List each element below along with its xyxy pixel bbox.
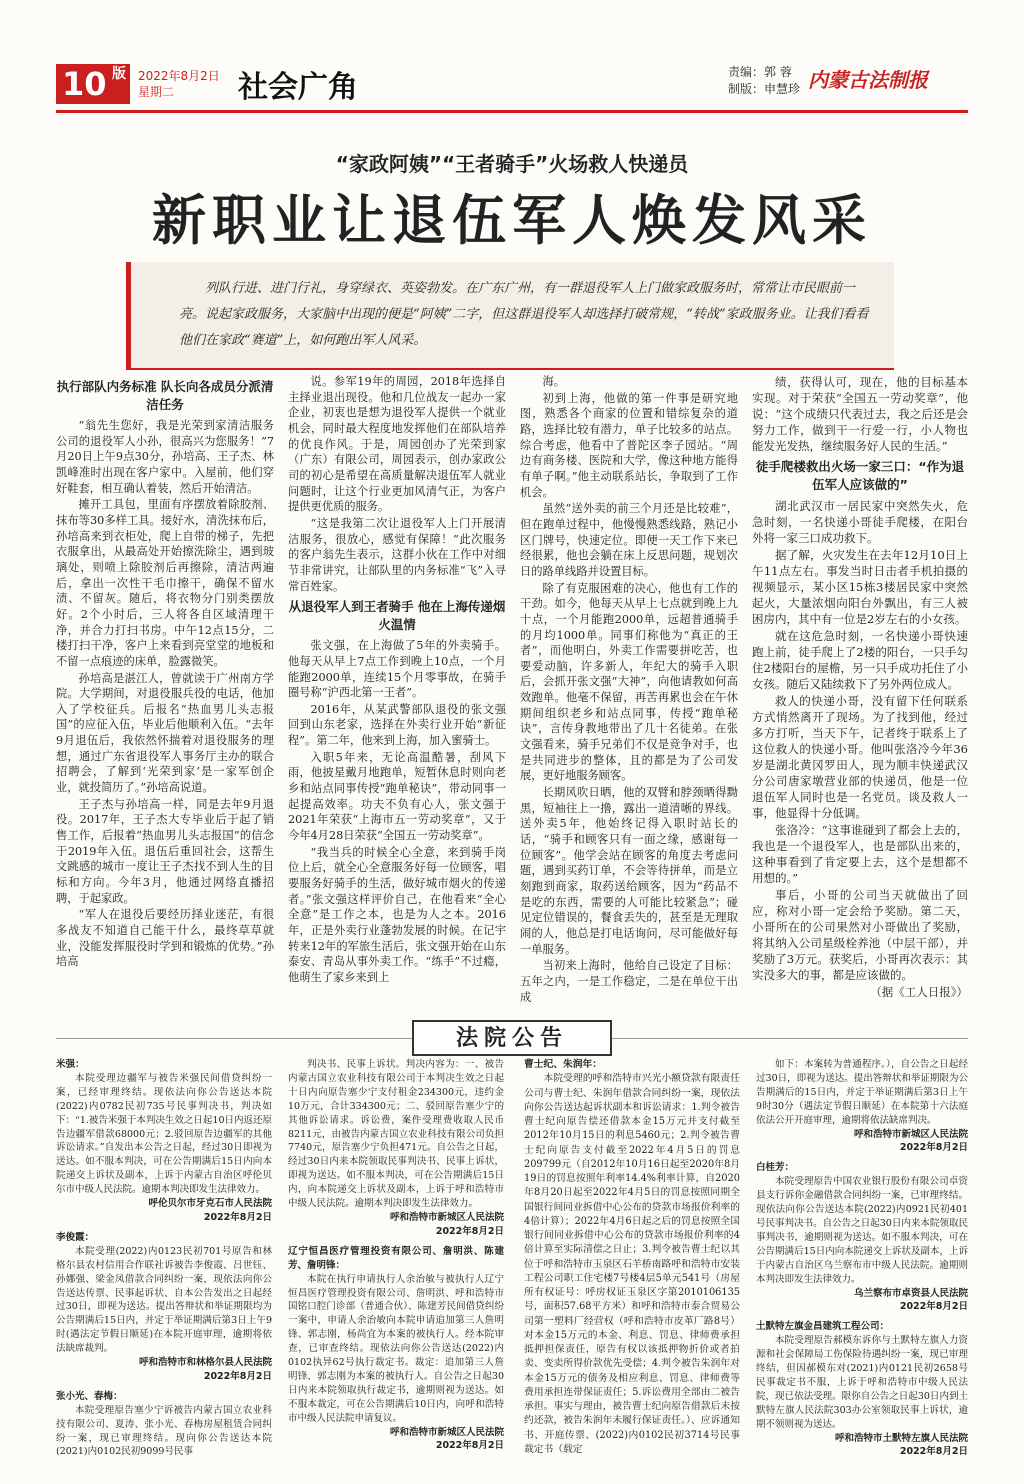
editor-credits (728, 64, 800, 98)
subheading: 从退役军人到王者骑手 他在上海传递烟火温情 (288, 599, 506, 633)
page-number-badge (56, 64, 130, 104)
notice-text: 本院受理原告塞少宁诉被告内蒙古国立农业科技有限公司、夏涛、张小光、春梅房屋租赁合同纠纷一案，现已审理终结。现向你公告送达本院(2021)内0102民初9099号民事 (56, 1404, 272, 1458)
article-column-2 (288, 374, 506, 1010)
notice-court: 呼和浩特市新城区人民法院 (389, 1211, 504, 1223)
paragraph: 说。参军19年的周园，2018年选择自主择业退出现役。他和几位战友一起办一家企业，初衷也是想为退役军人提供一个就业机会，同时最大程度地发挥他们在部队培养的优良作风。于是，周园创办了光荣到家（广东）有限公司，周园表示，创办家政公司的初心是希望在高质量解决退伍军人就业问题时，让这个行业更加风清气正，为客户提供更优质的服务。 (288, 375, 506, 514)
article-title: 新职业让退伍军人焕发风采 (152, 188, 872, 252)
paragraph: 就在这危急时刻，一名快递小哥快速跑上前，徒手爬上了2楼的阳台，一只手勾住2楼阳台的屋檐，另一只手成功托住了小女孩。随后又陆续救下了另外两位成人。 (752, 629, 968, 691)
notice-column-2 (288, 1058, 504, 1478)
notice-date: 2022年8月2日 (435, 1225, 504, 1237)
notice-banner-label: 法院公告 (412, 1020, 612, 1056)
article-lead: 列队行进、进门行礼，身穿绿衣、英姿勃发。在广东广州，有一群退役军人上门做家政服务时，常常让市民眼前一亮。说起家政服务，大家脑中出现的便是“阿姨”二字，但这群退役军人却选择打破常规，“转战”家政服务业。让我们看看他们在家政“赛道”上，如何跑出军人风采。 (126, 262, 894, 370)
notice-text: 本院受理(2022)内0123民初701号原告和林格尔县农村信用合作联社诉被告李俊霞、吕世钰、孙娜强、梁金凤借款合同纠纷一案，现依法向你公告送达传票、民事起诉状、自本公告发出之日起经过30日，即视为送达。提出答辩状和举证期限均为公告期满后15日内，并定于举证期满后第3日上午9时(遇法定节假日顺延)在本院开庭审理，逾期将依法缺席裁判。 (56, 1245, 272, 1355)
paragraph: 虽然“送外卖的前三个月还是比较难”，但在跑单过程中，他慢慢熟悉线路，熟记小区门牌号，快速定位。即便一天工作下来已经很累，他也会躺在床上反思问题，规划次日的路单线路并设置目标。 (520, 502, 738, 578)
paragraph: 除了有克服困难的决心，他也有工作的干劲。如今，他每天从早上七点就到晚上九十点，一个月能跑2000单，远超普通骑手的月均1000单。同事们称他为“真正的王者”，而他明白，外卖工作需要拼吃苦，也要爱动脑，许多新人，年纪大的骑手入职后，会抓开张文强“大神”，向他请教如何高效跑单。他毫不保留，再苦再累也会在午休期间组织老乡和站点同事，传授“跑单秘诀”，言传身教地带出了几十名徒弟。在张文强看来，骑手兄弟们不仅是竞争对手，也是共同进步的整体，且的都是为了公司发展，更好地服务顾客。 (520, 581, 738, 783)
notice-text: 本院受理的呼和浩特市兴光小额贷款有限责任公司与曹士纪、朱润年借款合同纠纷一案，现依法向你公告送达起诉状副本和诉讼请求：1.判令被告曹士纪向原告偿还借款本金15万元并支付截至2012年10月15日的利息5460元；2.判令被告曹士纪向原告支付截至2022年4月5日的罚息209799元（自2012年10月16日起至2020年8月19日的罚息按照年利率14.4%利率计算，自2020年8月20日起至2022年4月5日的罚息按照同期全国银行间同业拆借中心公布的贷款市场报价利率的4倍计算）；2022年4月6日起之后的罚息按照全国银行间同业拆借中心公布的贷款市场报价利率的4倍计算至实际清偿之日止；3.判令被告曹士纪以其位于呼和浩特市玉泉区石羊桥南路呼和浩特市安装工程公司职工住宅楼7号楼4层5单元541号（房屋所有权证号：呼房权证玉泉区字第2010106135号，面积57.68平方米）和呼和浩特市泰合贸易公司第一塑料厂经营权（呼和浩特市皮革厂路8号）对本金15万元的本金、利息、罚息、律师费承担抵押担保责任，原告有权以该抵押物折价或者拍卖、变卖所得价款优先受偿；4.判令被告朱润年对本金15万元的债务及相应利息、罚息、律师费等费用承担连带保证责任；5.诉讼费用全部由二被告承担。事实与理由，被告曹士纪向原告借款后未按约还款，被告朱润年未履行保证责任。）、应诉通知书、开庭传票、(2022)内0102民初3714号民事裁定书（载定 (524, 1073, 740, 1455)
notice-date: 2022年8月2日 (203, 1370, 272, 1382)
paragraph: 海。 (542, 375, 566, 388)
paragraph: 救人的快递小哥，没有留下任何联系方式悄然离开了现场。为了找到他，经过多方打听，当天下午，记者终于联系上了这位救人的快递小哥。他叫张洛冷今年36岁是湖北黄冈罗田人，现为顺丰快递武汉分公司唐家墩营业部的快递员，他是一位退伍军人同时也是一名党员。谈及救人一事，他显得十分低调。 (752, 694, 968, 820)
source-credit: （据《工人日报》） (870, 985, 968, 999)
notice-text: 本院受理边疆军与被告米强民间借贷纠纷一案，已经审理终结。现依法向你公告送达本院(2022)内0782民初735号民事判决书，判决如下：“1.被告米强于本判决生效之日起10日内返还原告边疆军借款68000元；2.驳回原告边疆军的其他诉讼请求。”自发出本公告之日起，经过30日即视为送达。如不服本判决，可在公告期满后15日内向本院递交上诉状及副本，上诉于内蒙古自治区呼伦贝尔市中级人民法院。逾期本判决即发生法律效力。 (56, 1072, 272, 1196)
paragraph: 张文强，在上海做了5年的外卖骑手。他每天从早上7点工作到晚上10点，一个月能跑2000单，连续15个月零事故，在骑手圈号称“沪西北第一王者”。 (288, 639, 506, 700)
notice-text: 如下：本案转为普通程序。），自公告之日起经过30日，即视为送达。提出答辩状和举证期限为公告期满后的15日内，并定于举证期满后第3日上午9时30分（遇法定节假日顺延）在本院第十六法庭依法公开开庭审理，逾期将依法缺席判决。 (756, 1059, 968, 1126)
notice-date: 2022年8月2日 (899, 1301, 968, 1313)
notice-date: 2022年8月2日 (899, 1142, 968, 1154)
issue-date: 2022年8月2日 (138, 69, 220, 83)
newspaper-logo: 内蒙古法制报 (808, 68, 928, 92)
notice-party: 米强： (56, 1059, 85, 1070)
notice-party: 土默特左旗金昌建筑工程公司： (756, 1321, 890, 1333)
issue-weekday: 星期二 (138, 85, 175, 99)
notice-party: 曹士纪、朱润年： (524, 1059, 602, 1070)
notice-text: 本院在执行申请执行人余治敏与被执行人辽宁恒昌医疗管理投资有限公司、詹明洪、呼和浩特市国铭口腔门诊部（普通合伙）、陈建芳民间借贷纠纷一案中，申请人余治敏向本院申请追加第三人詹明锋、郭志刚，杨尚宜为本案的被执行人。经本院审查，已审查终结。现依法向你公告送达(2022)内0102执异62号执行裁定书。裁定：追加第三人詹明锋、郭志刚为本案的被执行人。自公告之日起30日内来本院领取执行裁定书，逾期则视为送达。如不服本裁定，可在公告期满后10日内，向呼和浩特市中级人民法院申请复议。 (288, 1273, 504, 1424)
paragraph: 王子杰与孙培高一样，同是去年9月退役。2017年，王子杰大专毕业后于起了销售工作，后报着“热血男儿头志报国”的信念于2019年入伍。退伍后重回社会，这帮生文跳感的城市一度让王子杰找不到人生的目标和方向。今年3月，他通过网络直播招聘，于起家政。 (56, 797, 274, 905)
paragraph: 绩，获得认可，现在，他的目标基本实现。对于荣获“全国五一劳动奖章”，他说：“这个成绩只代表过去，我之后还是会努力工作，做到干一行爱一行，小人物也能发光发热，继续服务好人民的生活。” (752, 375, 968, 453)
notice-party: 李俊霞： (56, 1231, 95, 1243)
page-label: 版 (112, 66, 126, 82)
notice-column-3 (524, 1058, 740, 1478)
article-column-3 (520, 374, 738, 1010)
paragraph: 2016年，从某武警部队退役的张文强回到山东老家，选择在外卖行业开始“新征程”。第二年，他来到上海，加入蜜骑士。 (288, 702, 506, 748)
paragraph: 摊开工具包，里面有序摆放着除胶剂、抹布等30多样工具。接好水，清洗抹布后，孙培高来到衣柜处，爬上自带的梯子，先把衣服拿出，从最高处开始擦洗除尘，遇到玻璃处，则喷上除胶剂后再擦除，清洁两遍后，拿出一次性干毛巾擦干，确保不留水渍、不留灰。随后，将衣物分门别类摆放好。2个小时后，三人将各自区域清理干净，并合力打扫书房。中午12点15分，二楼打扫干净，客户上来看到亮堂堂的地板和不留一点痕迹的床单，脸露微笑。 (56, 498, 274, 668)
subheading: 徒手爬楼救出火场一家三口：“作为退伍军人应该做的” (755, 459, 965, 492)
notice-court: 呼和浩特市新城区人民法院 (389, 1426, 504, 1438)
paragraph: 湖北武汉市一居民家中突然失火，危急时刻，一名快递小哥徒手爬楼，在阳台外将一家三口成功救下。 (752, 499, 968, 545)
notice-court: 呼和浩特市和林格尔县人民法院 (138, 1357, 272, 1369)
notice-court: 呼伦贝尔市牙克石市人民法院 (148, 1198, 272, 1210)
issue-date-block (138, 68, 220, 100)
notice-party: 辽宁恒昌医疗管理投资有限公司、詹明洪、陈建芳、詹明锋： (288, 1245, 504, 1271)
notice-party: 白桂芳： (756, 1162, 795, 1174)
paragraph: 初到上海，他做的第一件事是研究地图，熟悉各个商家的位置和错综复杂的道路，选择比较有潜力，单子比较多的站点。综合考虑，他看中了普陀区李子园站。“周边有商务楼、医院和大学，像这种地方能得有单子啊。”他主动联系站长，争取到了工作机会。 (520, 391, 738, 499)
paragraph: “我当兵的时候全心全意，来到骑手岗位上后，就全心全意服务好每一位顾客，唱要服务好骑手的生活，做好城市烟火的传递者。”张文强这样评价自己，在他看来“全心全意”是工作之本，也是为人之本。2016年，正是外卖行业蓬勃发展的时候。在记宇转来12年的军旅生活后，张文强开始在山东泰安、青岛从事外卖工作。“练手”不过瘾，他萌生了家乡来到上 (288, 845, 506, 984)
page-header (56, 58, 968, 108)
editor-credit: 责编：郭 蓉 (728, 65, 792, 79)
section-title: 社会广角 (238, 70, 358, 105)
paragraph: 长期风吹日晒，他的双臂和脖颈晒得黝黑，短袖往上一撸，露出一道清晰的界线。送外卖5年，他始终记得入职时站长的话，“骑手和顾客只有一面之缘，感谢每一位顾客”。他学会站在顾客的角度去考虑问题，遇到买药订单，不会等待拼单，而是立刻跑到商家，取药送给顾客，因为“药品不是吃的东西，需要的人可能比较紧急”；碰见定位错误的，餐食丢失的，甚至是无理取闹的人，他总是打电话询问，尽可能做好每一单服务。 (520, 786, 738, 956)
article-column-1 (56, 374, 274, 1010)
paragraph: “这是我第二次让退役军人上门开展清洁服务，很放心，感觉有保障！”此次服务的客户翁先生表示，这群小伙在工作中对细节非常讲究，让部队里的内务标准“飞”入寻常百姓家。 (288, 516, 506, 593)
paragraph: 事后，小哥的公司当天就做出了回应，称对小哥一定会给予奖励。第二天，小哥所在的公司果然对小哥做出了奖励，将其纳入公司星级栓养池（中层干部），并奖励了3万元。获奖后，小哥再次表示：其实没多大的事，都是应该做的。 (752, 888, 968, 982)
page-number: 10 (62, 65, 107, 103)
article-column-4 (752, 374, 968, 1010)
notice-date: 2022年8月2日 (899, 1446, 968, 1458)
paragraph: “翁先生您好，我是光荣到家清洁服务公司的退役军人小孙，很高兴为您服务！”7月20日上午9点30分，孙培高、王子杰、林凯峰准时出现在客户家中。入屋前，他们穿好鞋套，相互确认着装，然后开始清洁。 (56, 419, 274, 495)
paragraph: 入职5年来，无论高温酷暑，刮风下雨，他披星戴月地跑单，短暂休息时则向老乡和站点同事传授“跑单秘诀”，带动同事一起提高效率。功夫不负有心人，张文强于2021年荣获“上海市五一劳动奖章”，又于今年4月28日荣获“全国五一劳动奖章”。 (288, 750, 506, 843)
paragraph: “军人在退役后要经历择业迷茫，有很多战友不知道自己能干什么，最终草草就业，没能发挥服役时学到和锻炼的优势。”孙培高 (56, 908, 274, 969)
paragraph: 当初来上海时，他给自己设定了目标：五年之内，一是工作稳定，二是在单位干出成 (520, 959, 738, 1004)
notice-date: 2022年8月2日 (203, 1211, 272, 1223)
paragraph: 张洛冷：“这事谁碰到了都会上去的，我也是一个退役军人，也是部队出来的，这种事看到了肯定要上去，这个是想都不用想的。” (752, 823, 968, 885)
paragraph: 孙培高是湛江人，曾就读于广州南方学院。大学期间，对退役服兵役的电话，他加入了学校征兵。后报名“热血男儿头志报国”的应征入伍，毕业后他顺利入伍。“去年9月退伍后，我依然怀揣着对退役服务的理想，通过广东省退役军人事务厅主办的联合招聘会，了解到‘光荣到家’是一家军创企业，就投简历了。”孙培高说道。 (56, 671, 274, 795)
producer-credit: 制版：申慧珍 (728, 82, 801, 96)
notice-banner (56, 1018, 968, 1058)
subheading: 执行部队内务标准 队长向各成员分派清洁任务 (56, 379, 274, 412)
notice-party: 张小光、春梅： (56, 1390, 123, 1402)
notice-text: 本院受理原告郝模东诉你与土默特左旗人力资源和社会保障局工伤保险待遇纠纷一案，现已审理终结，但因郝模东对(2021)内0121民初2658号民事裁定书不服，上诉于呼和浩特市中级人民法院，现已依法受理。限你自公告之日起30日内到土默特左旗人民法院303办公室领取民事上诉状，逾期不领则视为送达。 (756, 1335, 968, 1430)
paragraph: 据了解，火灾发生在去年12月10日上午11点左右。事发当时日击者手机拍摄的视频显示，某小区15栋3楼居民家中突然起火，大量浓烟向阳台外飘出，有三人被困房内，其中有一位是2岁左右的小女孩。 (752, 548, 968, 626)
notice-column-4 (756, 1058, 968, 1478)
notice-text: 本院受理原告中国农业银行股份有限公司卓资县支行诉你金融借款合同纠纷一案，已审理终结。现依法向你公告送达本院(2022)内0921民初401号民事判决书。自公告之日起30日内来本院领取民事判决书，逾期则视为送达。如不服本判决，可在公告期满后15日内向本院递交上诉状及副本，上诉于内蒙古自治区乌兰察布市中级人民法院。逾期则本判决即发生法律效力。 (756, 1176, 968, 1285)
notice-court: 呼和浩特市土默特左旗人民法院 (834, 1432, 968, 1444)
notice-text: 判决书、民事上诉状。判决内容为：一、被告内蒙古国立农业科技有限公司于本判决生效之日起十日内向原告塞少宁支付租金234300元，违约金10万元，合计334300元；二、驳回原告塞少宁的其他诉讼请求。诉讼费，案件受理费收取人民币8211元，由被告内蒙古国立农业科技有限公司负担7740元，原告塞少宁负担471元。自公告之日起，经过30日内来本院领取民事判决书、民事上诉状，即视为送达。如不服本判决，可在公告期满后15日内，向本院递交上诉状及副本，上诉于呼和浩特市中级人民法院。逾期本判决即发生法律效力。 (288, 1059, 504, 1210)
notice-date: 2022年8月2日 (435, 1440, 504, 1452)
header-rule (56, 110, 968, 113)
notice-court: 乌兰察布市卓资县人民法院 (853, 1287, 968, 1299)
notice-column-1 (56, 1058, 272, 1478)
article-kicker: “家政阿姨”“王者骑手”火场救人快递员 (335, 152, 689, 176)
notice-court: 呼和浩特市新城区人民法院 (853, 1128, 968, 1140)
